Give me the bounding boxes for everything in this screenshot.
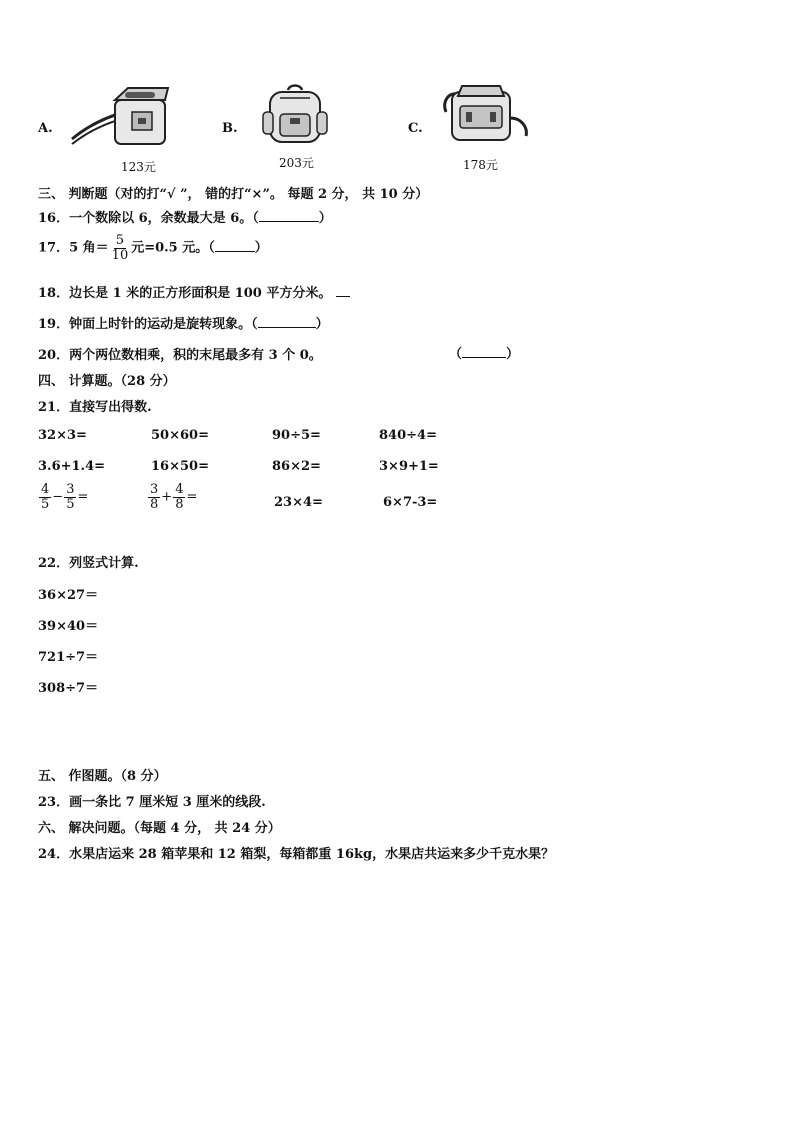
- satchel-icon: [438, 82, 530, 146]
- q21-r2-c4: 3×9+1=: [379, 459, 439, 474]
- q21-r2-c3: 86×2=: [272, 459, 321, 474]
- option-a-price: 123元: [121, 160, 156, 174]
- option-b-price: 203元: [279, 156, 314, 170]
- q21-r3-c1-d1: 5: [41, 496, 50, 512]
- q21-r3-c2-d1: 8: [150, 496, 159, 512]
- q20-close: ）: [506, 347, 520, 362]
- option-b-letter: B.: [222, 121, 238, 136]
- q22-item-4: 308÷7＝: [38, 681, 99, 696]
- q18-answer-blank[interactable]: [336, 284, 350, 297]
- q16-answer-blank[interactable]: [259, 209, 319, 222]
- q21-r3-c1-d2: 5: [66, 496, 75, 512]
- q21-r2-c1: 3.6+1.4=: [38, 459, 106, 474]
- option-c-letter: C.: [408, 121, 423, 136]
- q17-post: 元=0.5 元。（: [131, 240, 215, 256]
- q19-answer-blank[interactable]: [258, 315, 316, 328]
- q21-r3-c1-eq: =: [77, 489, 89, 505]
- q17-denominator: 10: [111, 247, 129, 263]
- q16-text: 16．一个数除以 6，余数最大是 6。（: [38, 211, 259, 226]
- q21-r1-c2: 50×60=: [151, 428, 209, 443]
- q17-numerator: 5: [115, 233, 125, 248]
- q22-item-3: 721÷7＝: [38, 650, 99, 665]
- q18-text: 18．边长是 1 米的正方形面积是 100 平方分米。: [38, 286, 332, 301]
- q21-r3-c4: 6×7-3=: [383, 495, 438, 510]
- q17: [38, 234, 268, 262]
- q22-item-1: 36×27＝: [38, 588, 99, 603]
- q21-r3-c2-op: +: [161, 489, 173, 505]
- q18: [38, 282, 350, 301]
- q21-r3-c1-op: −: [52, 489, 64, 505]
- q16-close: ）: [318, 211, 332, 226]
- q21-r3-c3: 23×4=: [274, 495, 323, 510]
- q19: [38, 313, 329, 332]
- q21-r1-c3: 90÷5=: [272, 428, 321, 443]
- q19-text: 19．钟面上时针的运动是旋转现象。（: [38, 317, 258, 332]
- q20-open: （: [449, 347, 463, 362]
- option-c-price: 178元: [463, 158, 498, 172]
- shoulder-bag-icon: [70, 84, 170, 150]
- q23-text: 23．画一条比 7 厘米短 3 厘米的线段.: [38, 795, 266, 810]
- backpack-icon: [260, 84, 330, 146]
- q21-r3-c2-n2: 4: [175, 482, 184, 497]
- q21-r3-c1: [38, 483, 88, 511]
- q17-pre: 17．5 角＝: [38, 240, 109, 256]
- q19-close: ）: [315, 317, 329, 332]
- q17-close: ）: [254, 240, 268, 256]
- q21-title: 21．直接写出得数.: [38, 400, 152, 415]
- section-4-title: 四、 计算题。（28 分）: [38, 374, 176, 389]
- q17-fraction: [110, 234, 131, 262]
- q22-title: 22．列竖式计算.: [38, 556, 139, 571]
- q21-r1-c1: 32×3=: [38, 428, 87, 443]
- q21-r3-c2: [147, 483, 197, 511]
- q21-r1-c4: 840÷4=: [379, 428, 437, 443]
- q22-item-2: 39×40＝: [38, 619, 99, 634]
- q21-r3-c1-n1: 4: [41, 482, 50, 497]
- section-3-title: 三、 判断题（对的打“√ ”， 错的打“×”。 每题 2 分， 共 10 分）: [38, 187, 429, 202]
- q17-answer-blank[interactable]: [215, 239, 255, 252]
- q20-answer-blank[interactable]: [462, 345, 506, 358]
- option-a-letter: A.: [38, 121, 53, 136]
- q21-r3-c1-n2: 3: [66, 482, 75, 497]
- q20-answer: [449, 343, 519, 362]
- section-5-title: 五、 作图题。（8 分）: [38, 769, 167, 784]
- q21-r3-c2-eq: =: [186, 489, 198, 505]
- q21-r3-c2-d2: 8: [175, 496, 184, 512]
- q20-text: 20．两个两位数相乘，积的末尾最多有 3 个 0。: [38, 348, 322, 363]
- section-6-title: 六、 解决问题。（每题 4 分， 共 24 分）: [38, 821, 281, 836]
- q21-r3-c2-n1: 3: [150, 482, 159, 497]
- q21-r2-c2: 16×50=: [151, 459, 209, 474]
- q16: [38, 207, 332, 226]
- q24-text: 24．水果店运来 28 箱苹果和 12 箱梨，每箱都重 16kg，水果店共运来多少千克水果？: [38, 847, 555, 862]
